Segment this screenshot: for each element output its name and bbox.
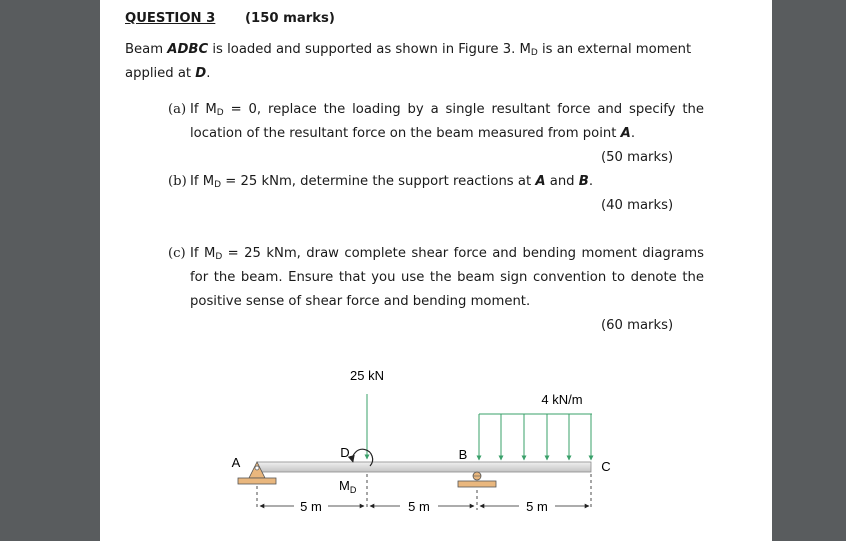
label-a: A — [231, 455, 241, 470]
question-heading: QUESTION 3 — [125, 11, 216, 26]
beam-name: ADBC — [167, 42, 209, 57]
part-c-line-2: for the beam. Ensure that you use the beam sign convention to denote the — [190, 270, 704, 285]
part-a-label: (a) — [168, 102, 187, 117]
beam-figure — [100, 0, 772, 541]
intro-line-2: applied at D. — [125, 66, 211, 81]
beam — [257, 462, 591, 472]
moment-label: $M_D$ — [339, 478, 357, 495]
part-c-marks: (60 marks) — [601, 318, 674, 333]
intro-line-1: Beam ADBC is loaded and supported as shown in Figure 3. $M_D$ is an external moment — [125, 42, 692, 58]
part-c-label: (c) — [168, 246, 186, 261]
roller-support-b — [458, 472, 496, 487]
part-b-line-1: If $M_D = 25$ kNm, determine the support reactions at A and B. — [190, 174, 594, 190]
part-b-label: (b) — [168, 174, 187, 189]
label-b: B — [458, 447, 468, 462]
udl-load — [479, 414, 592, 460]
part-c-line-3: positive sense of shear force and bending moment. — [190, 294, 531, 309]
dimension-bc: 5 m — [526, 499, 548, 514]
part-a-line-1: If $M_D = 0$, replace the loading by a single resultant force and specify the — [190, 102, 705, 118]
question-marks: (150 marks) — [245, 11, 335, 26]
dimension-db: 5 m — [408, 499, 430, 514]
document-page — [100, 0, 772, 541]
udl-label: 4 kN/m — [541, 392, 583, 407]
dimension-ad: 5 m — [300, 499, 322, 514]
point-load-label: 25 kN — [350, 368, 384, 383]
part-a-marks: (50 marks) — [601, 150, 674, 165]
part-a-line-2: location of the resultant force on the beam measured from point A. — [190, 126, 636, 141]
label-c: C — [601, 459, 611, 474]
part-c-line-1: If $M_D = 25$ kNm, draw complete shear force and bending moment diagrams — [190, 246, 704, 262]
label-d: D — [340, 445, 350, 460]
part-b-marks: (40 marks) — [601, 198, 674, 213]
